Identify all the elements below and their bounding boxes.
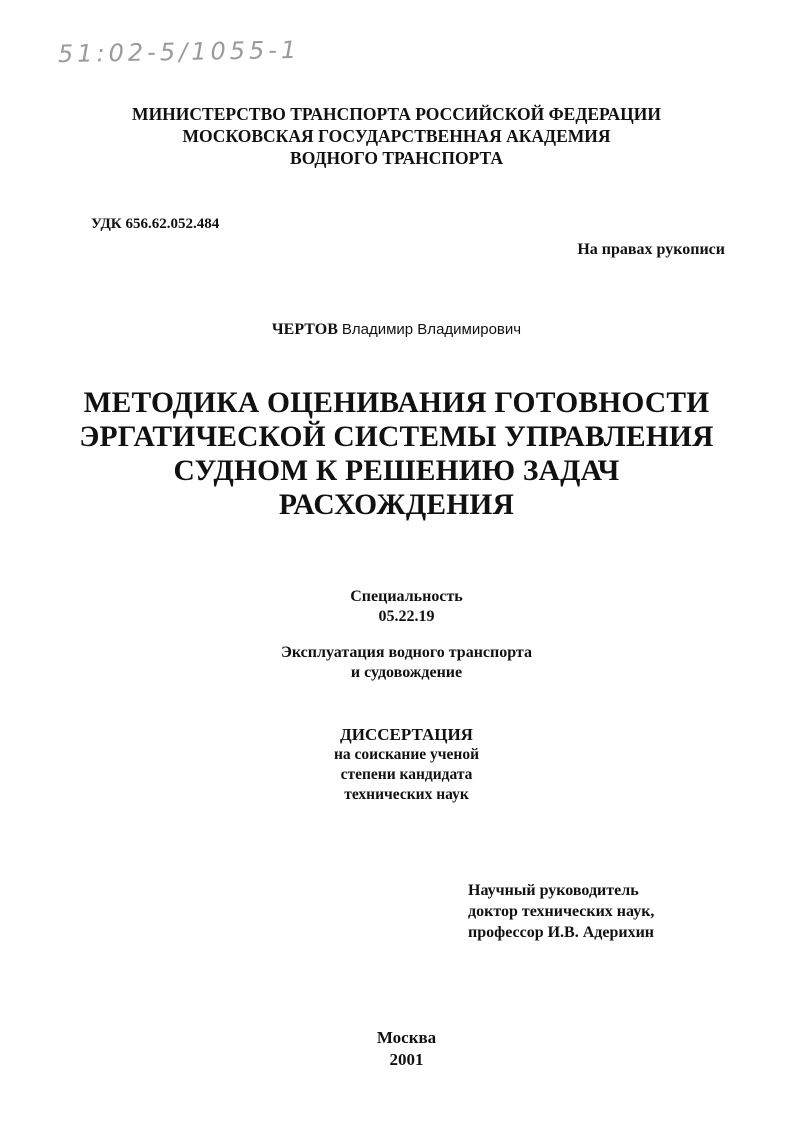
udk-code: УДК 656.62.052.484 xyxy=(91,216,220,232)
dissertation-block xyxy=(0,725,793,805)
ministry-header xyxy=(0,103,793,169)
specialty-label: Специальность xyxy=(350,588,463,605)
manuscript-rights-note: На правах рукописи xyxy=(577,241,725,258)
dissertation-heading: ДИССЕРТАЦИЯ xyxy=(340,725,473,744)
supervisor-line: доктор технических наук, xyxy=(468,903,655,920)
specialty-name-block xyxy=(0,643,793,683)
year: 2001 xyxy=(389,1050,424,1069)
ministry-line: МОСКОВСКАЯ ГОСУДАРСТВЕННАЯ АКАДЕМИЯ xyxy=(182,126,611,146)
specialty-block xyxy=(0,587,793,627)
specialty-code: 05.22.19 xyxy=(378,608,435,625)
title-line: ЭРГАТИЧЕСКОЙ СИСТЕМЫ УПРАВЛЕНИЯ xyxy=(79,421,714,453)
specialty-name-line: Эксплуатация водного транспорта xyxy=(281,644,532,661)
title-line: РАСХОЖДЕНИЯ xyxy=(278,489,515,521)
ministry-line: ВОДНОГО ТРАНСПОРТА xyxy=(290,148,503,168)
title-line: СУДНОМ К РЕШЕНИЮ ЗАДАЧ xyxy=(173,455,620,487)
author-given-names: Владимир Владимирович xyxy=(341,321,522,338)
dissertation-degree-line: на соискание ученой xyxy=(333,746,480,763)
author-name xyxy=(0,321,793,339)
city: Москва xyxy=(376,1028,437,1047)
archive-handwritten-mark: 51:02-5/1055-1 xyxy=(57,35,301,69)
supervisor-line: Научный руководитель xyxy=(468,882,639,899)
title-line: МЕТОДИКА ОЦЕНИВАНИЯ ГОТОВНОСТИ xyxy=(83,387,710,419)
dissertation-degree-line: технических наук xyxy=(344,786,469,803)
dissertation-degree-line: степени кандидата xyxy=(340,766,473,783)
dissertation-title xyxy=(0,386,793,522)
ministry-line: МИНИСТЕРСТВО ТРАНСПОРТА РОССИЙСКОЙ ФЕДЕРАЦИИ xyxy=(132,104,661,124)
supervisor-block xyxy=(468,880,654,943)
author-surname: ЧЕРТОВ xyxy=(271,321,338,338)
supervisor-line: профессор И.В. Адерихин xyxy=(468,924,655,941)
specialty-name-line: и судовождение xyxy=(350,664,463,681)
place-and-year xyxy=(0,1027,793,1071)
